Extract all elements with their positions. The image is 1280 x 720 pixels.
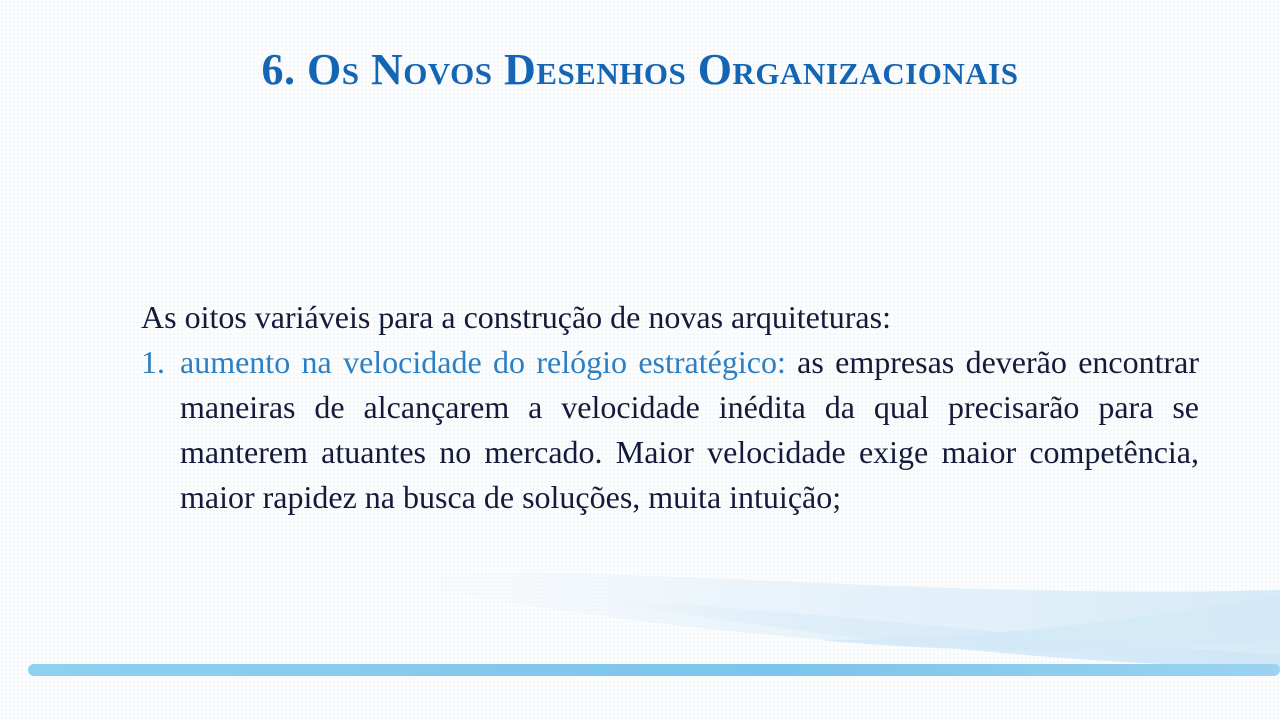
bottom-bar bbox=[28, 664, 1280, 676]
list-item bbox=[141, 340, 1199, 520]
slide-title: 6. Os Novos Desenhos Organizacionais bbox=[261, 45, 1019, 94]
intro-text: As oitos variáveis para a construção de novas arquiteturas: bbox=[141, 299, 891, 335]
slide-body bbox=[141, 295, 1199, 520]
list-item-number: 1. bbox=[141, 344, 165, 380]
list-item-text: as empresas deverão encontrar maneiras de alcançarem a velocidade inédita da qual precisarão para se manterem atuantes no mercado. Maior velocidade exige maior competência, maior rapidez na busca de soluções, muita intuição; bbox=[180, 344, 1199, 515]
variables-list bbox=[141, 340, 1199, 520]
list-item-lead: aumento na velocidade do relógio estratégico: bbox=[180, 344, 786, 380]
